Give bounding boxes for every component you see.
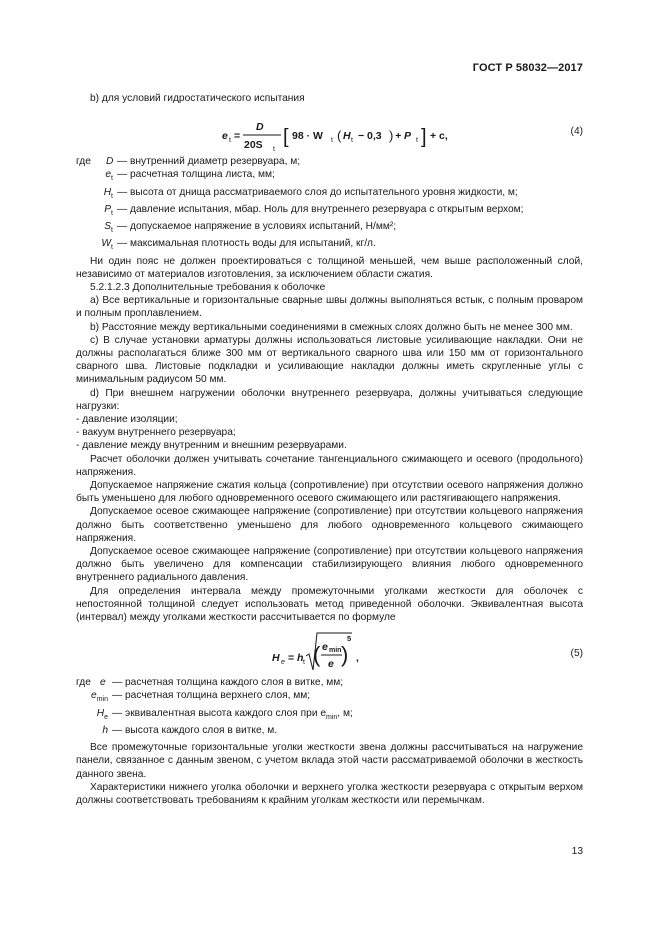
paragraph: d) При внешнем нагружении оболочки внутреннего резервуара, должны учитываться следующие нагрузки: [76,387,583,412]
paragraph: a) Все вертикальные и горизонтальные сварные швы должны выполняться встык, с полным проваром и полным проплавлением. [76,295,583,320]
f5-paren-left: ( [313,642,321,668]
f4-num: D [256,121,264,134]
where5-sym: e [100,677,106,689]
where4-text: — давление испытания, мбар. Ноль для внутреннего резервуара с открытым верхом; [117,203,524,215]
where4-sym: $P_t$ [104,203,113,217]
where5-text: — высота каждого слоя в витке, м. [112,724,278,736]
f4-W-sub: t [331,137,333,145]
f5-lhs: H [272,652,280,665]
where5-row [76,689,583,706]
paragraph: Для определения интервала между промежуточными уголками жесткости для оболочек с непостоянной толщиной следует использовать метод приведенной оболочки. Эквивалентная высота (интервал) между уголками жесткости рассчитывается по формуле [76,585,583,624]
f4-den: 20S [244,139,263,152]
load-item: - давление изоляции; [76,414,178,426]
f5-den: e [328,658,334,671]
load-item: - давление между внутренним и внешним резервуарами. [76,440,347,452]
where5-text: — расчетная толщина каждого слоя в витке, мм; [112,677,344,689]
f5-lhs-sub: e [281,659,285,667]
f4-minus: − 0,3 [358,130,382,143]
paragraph: Допускаемое осевое сжимающее напряжение (сопротивление) при отсутствии кольцевого напряжения должно быть увеличено для компенсации стабилизирующего влияния любого одновременного внутреннего радиального давления. [76,546,583,584]
where5-row [76,707,583,724]
f4-bracket-left: [ [283,126,289,149]
f5-h: h [297,652,304,665]
formula-4 [76,109,583,155]
hydro-heading: b) для условий гидростатического испытания [90,93,305,104]
where4-row [76,203,583,220]
f4-H-sub: t [351,137,353,145]
paragraph: Допускаемое осевое сжимающее напряжение (сопротивление) при отсутствии кольцевого напряжения должно быть соответственно уменьшено для любого одновременного кольцевого сжимающего напряжения. [76,506,583,544]
where4-sym: D [106,156,114,168]
where4-row [76,155,583,168]
f4-plusP: + P [395,130,412,143]
paragraph: Допускаемое напряжение сжатия кольца (сопротивление) при отсутствии осевого напряжения должно быть уменьшено для любого одновременного осевого сжимающего или растягивающего напряжения. [76,480,583,505]
where4-sym: $W_t$ [101,238,113,252]
where4-text: — высота от днища рассматриваемого слоя до испытательного уровня жидкости, м; [117,186,518,198]
where4-sym: $S_t$ [104,221,113,235]
load-item: - вакуум внутреннего резервуара; [76,427,236,439]
f5-tail: , [356,652,359,665]
f4-lhs-sub: t [229,137,231,145]
where4-sym: $H_t$ [103,186,113,200]
where4-row [76,186,583,203]
section-heading: 5.2.1.2.3 Дополнительные требования к оболочке [90,281,326,293]
where4-row [76,237,583,254]
formula-5-number: (5) [570,648,583,660]
f4-paren-left: ( [337,128,342,144]
where5-prefix: где [76,677,91,689]
f4-equals: = [234,130,241,143]
f4-den-sub: t [273,146,275,154]
formula-4-number: (4) [570,126,583,138]
formula-5-graphic [76,630,583,676]
f4-body: 98 · W [292,130,323,143]
where5-row [76,724,583,741]
where4-row [76,168,583,185]
where4-text: — максимальная плотность воды для испытаний, кг/л. [117,238,376,250]
f4-lhs: e [222,130,228,143]
paragraph: Все промежуточные горизонтальные уголки жесткости звена должны рассчитываться на нагружение панели, связанное с данным звеном, с учетом вклада этой части рассматриваемой оболочки в жесткость данного звена. [76,742,583,780]
f4-H: H [343,130,351,143]
f5-paren-right: ) [341,642,349,668]
where5-sym: h [102,724,108,736]
paragraph: Характеристики нижнего уголка оболочки и верхнего уголка жесткости резервуара с открытым верхом должны соответствовать требованиям к крайним уголкам жесткости или перемычкам. [76,781,583,806]
paragraph: Ни один пояс не должен проектироваться с толщиной меньшей, чем выше расположенный слой, независимо от материалов изготовления, за исключением области сжатия. [76,255,583,280]
where-list-4 [76,155,583,254]
where4-text: — допускаемое напряжение в условиях испытаний, Н/мм²; [117,221,397,233]
where5-sym: $H_e$ [96,707,108,721]
where-list-5 [76,676,583,741]
where4-sym: $e_t$ [105,169,113,183]
paragraph: b) Расстояние между вертикальными соединениями в смежных слоях должно быть не менее 300 мм. [90,321,573,333]
where4-text: — расчетная толщина листа, мм; [117,169,275,181]
f4-P-sub: t [416,137,418,145]
paragraph: Расчет оболочки должен учитывать сочетание тангенциального сжимающего и осевого (продольного) напряжения. [76,453,583,478]
paragraph: c) В случае установки арматуры должны использоваться листовые усиливающие накладки. Они не должны располагаться ближе 300 мм от вертикального сварного шва или 150 мм от горизонтального сварного шва. Листовые подкладки и усиливающие накладки должны иметь скругленные углы с минимальным радиусом 50 мм. [76,334,583,386]
where5-text: — расчетная толщина верхнего слоя, мм; [112,690,311,702]
f4-paren-right: ) [389,128,394,144]
page-number: 13 [571,846,583,857]
where4-row [76,220,583,237]
where4-prefix: где [76,156,91,168]
where5-text: — эквивалентная высота каждого слоя при $e_{min}$, м; [112,707,353,721]
formula-5 [76,630,583,676]
f5-eq: = [288,652,295,665]
where5-sym: $e_{min}$ [91,690,108,704]
f5-num-sub: min [329,647,342,655]
f5-num: e [322,641,328,654]
standard-header: ГОСТ Р 58032—2017 [472,62,583,74]
formula-4-graphic [76,109,583,155]
f5-exp: 5 [347,634,352,644]
f4-tail: + c, [430,130,448,143]
where4-text: — внутренний диаметр резервуара, м; [117,156,301,168]
f5-h-sub: t [303,659,305,667]
where5-row [76,676,583,689]
page-body [76,92,583,807]
f4-bracket-right: ] [421,126,427,149]
